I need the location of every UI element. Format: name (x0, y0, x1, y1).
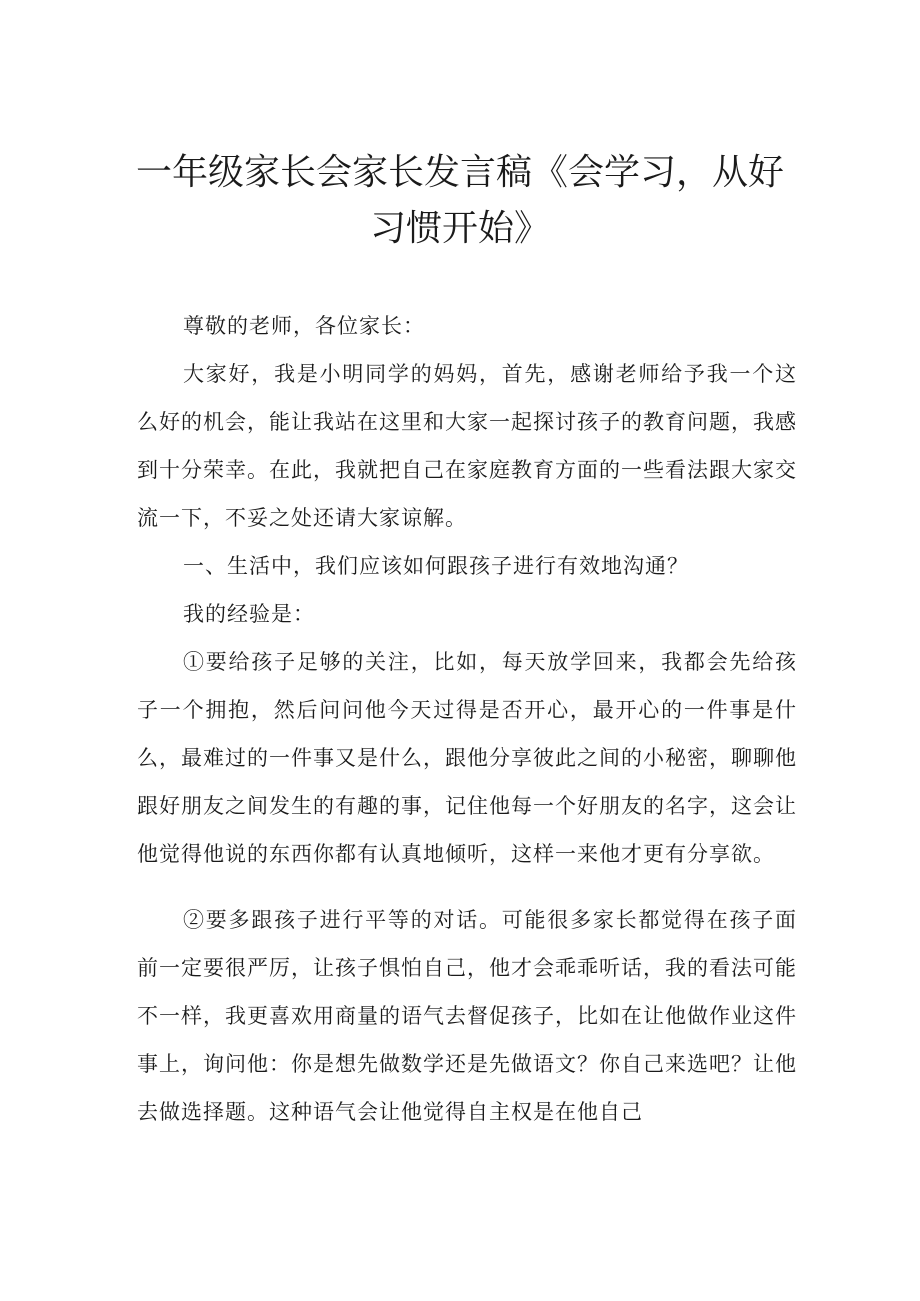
document-body (137, 302, 797, 1136)
document-title (130, 145, 790, 257)
paragraph-section-heading: 一、生活中，我们应该如何跟孩子进行有效地沟通？ (183, 554, 689, 578)
paragraph-intro: 大家好，我是小明同学的妈妈，首先，感谢老师给予我一个这么好的机会，能让我站在这里和大家一起探讨孩子的教育问题，我感到十分荣幸。在此，我就把自己在家庭教育方面的一些看法跟大家交流一下，不妥之处还请大家谅解。 (137, 362, 797, 530)
paragraph-point-1: ①要给孩子足够的关注，比如，每天放学回来，我都会先给孩子一个拥抱，然后问问他今天过得是否开心，最开心的一件事是什么，最难过的一件事又是什么，跟他分享彼此之间的小秘密，聊聊他跟好朋友之间发生的有趣的事，记住他每一个好朋友的名字，这会让他觉得他说的东西你都有认真地倾听，这样一来他才更有分享欲。 (137, 650, 797, 866)
title-line-2: 习惯开始》 (369, 208, 550, 249)
title-line-1: 一年级家长会家长发言稿《会学习，从好 (135, 152, 784, 193)
paragraph-experience-lead: 我的经验是： (183, 602, 315, 626)
paragraph-point-2: ②要多跟孩子进行平等的对话。可能很多家长都觉得在孩子面前一定要很严厉，让孩子惧怕自己，他才会乖乖听话，我的看法可能不一样，我更喜欢用商量的语气去督促孩子，比如在让他做作业这件事上，询问他：你是想先做数学还是先做语文？你自己来选吧？让他去做选择题。这种语气会让他觉得自主权是在他自己 (137, 908, 797, 1124)
paragraph-greeting: 尊敬的老师，各位家长： (183, 314, 425, 338)
